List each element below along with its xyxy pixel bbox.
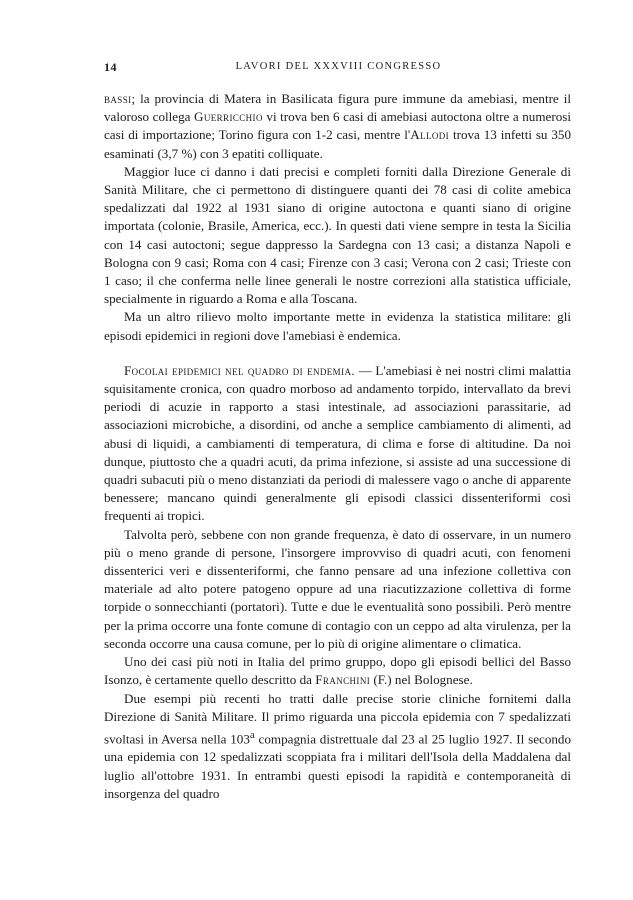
running-head: LAVORI DEL XXXVIII CONGRESSO: [235, 61, 442, 72]
paragraph-1: [104, 90, 571, 163]
paragraph-4: [104, 362, 571, 526]
text-run: Uno dei casi più noti in Italia del primo gruppo, dopo gli episodi bellici del Basso Isonzo, è certamente quello descritto da: [104, 654, 571, 688]
page-number: 14: [104, 60, 117, 74]
paragraph-6: [104, 653, 571, 689]
text-run: (F.) nel Bolognese.: [370, 672, 473, 688]
author-name: Guerricchio: [194, 109, 263, 125]
author-name: Franchini: [315, 672, 371, 688]
paragraph-2: Maggior luce ci danno i dati precisi e completi forniti dalla Direzione Generale di Sanità Militare, che ci permettono di distinguere quanti dei 78 casi di colite amebica spedalizzati dal 1922 al 1931 siano di origine autoctona e quanti siano di origine importata (colonie, Brasile, America, ecc.). In questi dati viene sempre in testa la Sicilia con 14 casi autoctoni; segue dappresso la Sardegna con 13 casi; a distanza Napoli e Bologna con 9 casi; Roma con 4 casi; Firenze con 3 casi; Verona con 2 casi; Trieste con 1 caso; il che conferma nelle linee generali le nostre correzioni alla statistica ufficiale, specialmente in riguardo a Roma e alla Toscana.: [104, 163, 571, 307]
section-heading: Focolai epidemici nel quadro di endemia.: [124, 362, 356, 378]
ordinal-superscript: a: [249, 728, 255, 741]
text-run: trova 13 infetti su 350 esaminati (3,7 %) con 3 epatiti colliquate.: [104, 127, 571, 161]
text-run: compagnia distrettuale dal 23 al 25 luglio 1927. Il secondo una epidemia con 12 spedalizzati scoppiata fra i militari dell'Isola della Maddalena dal luglio all'ottobre 1931. In entrambi questi episodi la rapidità e contemporaneità di insorgenza del quadro: [104, 731, 572, 801]
author-name: Allodi: [410, 127, 450, 143]
text-run: — L'amebiasi è nei nostri climi malattia squisitamente cronica, con quadro morboso ad andamento torpido, intervallato da brevi periodi di acuzie in rapporto a stasi intestinale, ad associazioni parassitarie, ad associazioni microbiche, a disordini, od anche a semplice cambiamento di alimenti, ad abusi di liquidi, a cambiamenti di temperatura, di clima e forse di altitudine. Da noi dunque, piuttosto che a quadri acuti, da prima infezione, si assiste ad una successione di quadri subacuti più o meno distanziati da periodi di malessere vago o anche di apparente benessere; mancano quindi generalmente gli episodi classici dissenteriformi così frequenti ai tropici.: [104, 362, 571, 524]
paragraph-7: [104, 690, 571, 804]
paragraph-3: Ma un altro rilievo molto importante mette in evidenza la statistica militare: gli episodi epidemici in regioni dove l'amebiasi è endemica.: [104, 309, 571, 343]
paragraph-5: Talvolta però, sebbene con non grande frequenza, è dato di osservare, in un numero più o meno grande di persone, l'insorgere improvviso di quadri acuti, con fenomeni dissenterici veri e dissenteriformi, che fanno pensare ad una infezione collettiva con materiale ad alto potere patogeno oppure ad una riacutizzazione collettiva di forme torpide o sonnecchianti (portatori). Tutte e due le eventualità sono possibili. Però mentre per la prima occorre una fonte comune di contagio con un ceppo ad alta virulenza, per la seconda occorre una causa comune, per lo più di origine alimentare o climatica.: [104, 526, 571, 651]
text-run: ; la provincia di Matera in Basilicata figura pure immune da amebiasi, mentre il valoroso collega: [104, 91, 571, 125]
text-run: Due esempi più recenti ho tratti dalle precise storie cliniche fornitemi dalla Direzione di Sanità Militare. Il primo riguarda una piccola epidemia con 7 spedalizzati svoltasi in Aversa nella 103: [104, 690, 571, 747]
text-run: vi trova ben 6 casi di amebiasi autoctona oltre a numerosi casi di importazione; Torino figura con 1-2 casi, mentre l': [104, 109, 571, 143]
body-text: [104, 90, 571, 803]
author-name: bassi: [104, 91, 132, 106]
